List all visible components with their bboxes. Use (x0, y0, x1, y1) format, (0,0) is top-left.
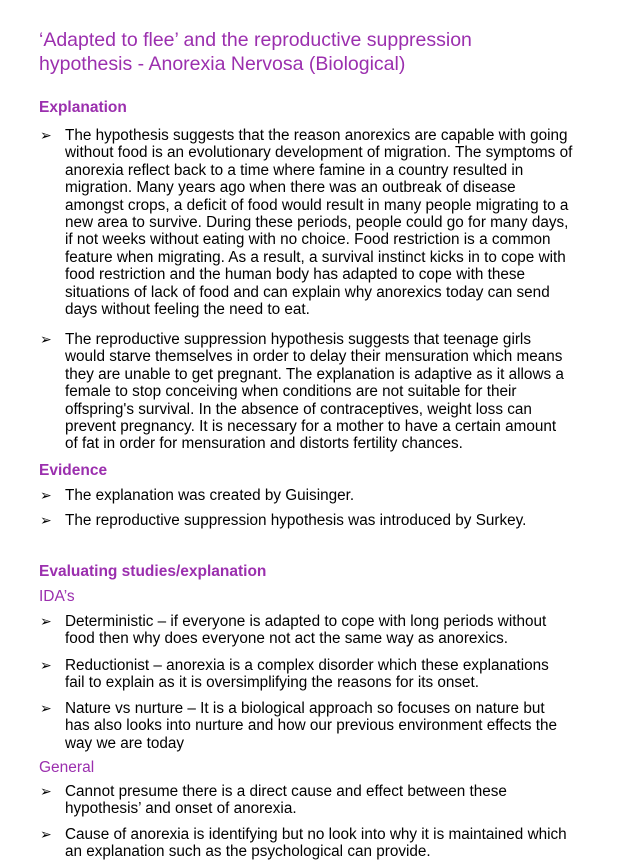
arrow-bullet-icon: ➢ (40, 512, 52, 528)
section-heading-idas: IDA’s (39, 588, 75, 605)
section-heading-evaluating: Evaluating studies/explanation (39, 563, 267, 580)
text-line: Nature vs nurture – It is a biological approach so focuses on nature but (65, 700, 545, 717)
text-line: The reproductive suppression hypothesis was introduced by Surkey. (65, 512, 527, 529)
text-line: anorexia reflect back to a time where famine in a country resulted in (65, 161, 524, 179)
bullet-text (65, 826, 625, 861)
text-line: Cannot presume there is a direct cause and effect between these (65, 783, 507, 800)
arrow-bullet-icon: ➢ (40, 127, 52, 143)
arrow-bullet-icon: ➢ (40, 700, 52, 716)
text-line: new area to survive. During these periods, people could go for many days, (65, 214, 569, 232)
text-line: hypothesis’ and onset of anorexia. (65, 800, 297, 818)
text-line: days without feeling the need to eat. (65, 301, 310, 319)
text-line: food restriction and the human body has adapted to cope with these (65, 266, 526, 284)
bullet-text (65, 657, 625, 692)
text-line: situations of lack of food and can explain why anorexics today can send (65, 283, 550, 301)
arrow-bullet-icon: ➢ (40, 331, 52, 347)
arrow-bullet-icon: ➢ (40, 613, 52, 629)
text-line: has also looks into nurture and how our previous environment effects the (65, 717, 558, 735)
text-line: amongst crops, a deficit of food would result in many people migrating to a (65, 196, 569, 214)
arrow-bullet-icon: ➢ (40, 487, 52, 503)
text-line: feature when migrating. As a result, a survival instinct kicks in to cope with (65, 248, 566, 266)
bullet-text (65, 783, 625, 818)
text-line: food then why does everyone not act the same way as anorexics. (65, 630, 509, 648)
text-line: if not weeks without eating with no choice. Food restriction is a common (65, 231, 551, 249)
text-line: they are unable to get pregnant. The explanation is adaptive as it allows a (65, 365, 564, 383)
title-line: ‘Adapted to flee’ and the reproductive suppression (39, 29, 472, 51)
text-line: would starve themselves in order to delay their mensuration which means (65, 348, 563, 366)
text-line: The reproductive suppression hypothesis suggests that teenage girls (65, 331, 531, 348)
title-line: hypothesis - Anorexia Nervosa (Biological) (39, 53, 406, 75)
bullet-text (65, 487, 625, 504)
text-line: Cause of anorexia is identifying but no look into why it is maintained which (65, 826, 567, 843)
text-line: way we are today (65, 734, 185, 752)
text-line: without food is an evolutionary development of migration. The symptoms of (65, 144, 573, 162)
text-line: Reductionist – anorexia is a complex disorder which these explanations (65, 657, 549, 674)
bullet-text (65, 613, 625, 648)
text-line: offspring's survival. In the absence of contraceptives, weight loss can (65, 400, 532, 418)
bullet-text (65, 700, 625, 752)
text-line: The explanation was created by Guisinger. (65, 487, 355, 504)
text-line: fail to explain as it is oversimplifying the reasons for its onset. (65, 674, 480, 692)
arrow-bullet-icon: ➢ (40, 826, 52, 842)
text-line: female to stop conceiving when conditions are not suitable for their (65, 383, 517, 401)
text-line: The hypothesis suggests that the reason anorexics are capable with going (65, 127, 568, 144)
text-line: prevent pregnancy. It is necessary for a mother to have a certain amount (65, 418, 557, 436)
document-title (39, 28, 619, 76)
text-line: migration. Many years ago when there was an outbreak of disease (65, 179, 516, 197)
arrow-bullet-icon: ➢ (40, 657, 52, 673)
section-heading-evidence: Evidence (39, 462, 108, 479)
arrow-bullet-icon: ➢ (40, 783, 52, 799)
bullet-text (65, 331, 625, 453)
bullet-text (65, 512, 625, 529)
bullet-text (65, 127, 625, 318)
text-line: an explanation such as the psychological can provide. (65, 843, 431, 861)
text-line: Deterministic – if everyone is adapted to cope with long periods without (65, 613, 547, 630)
text-line: of fat in order for mensuration and distorts fertility chances. (65, 435, 463, 453)
section-heading-general: General (39, 759, 95, 776)
section-heading-explanation: Explanation (39, 99, 127, 116)
